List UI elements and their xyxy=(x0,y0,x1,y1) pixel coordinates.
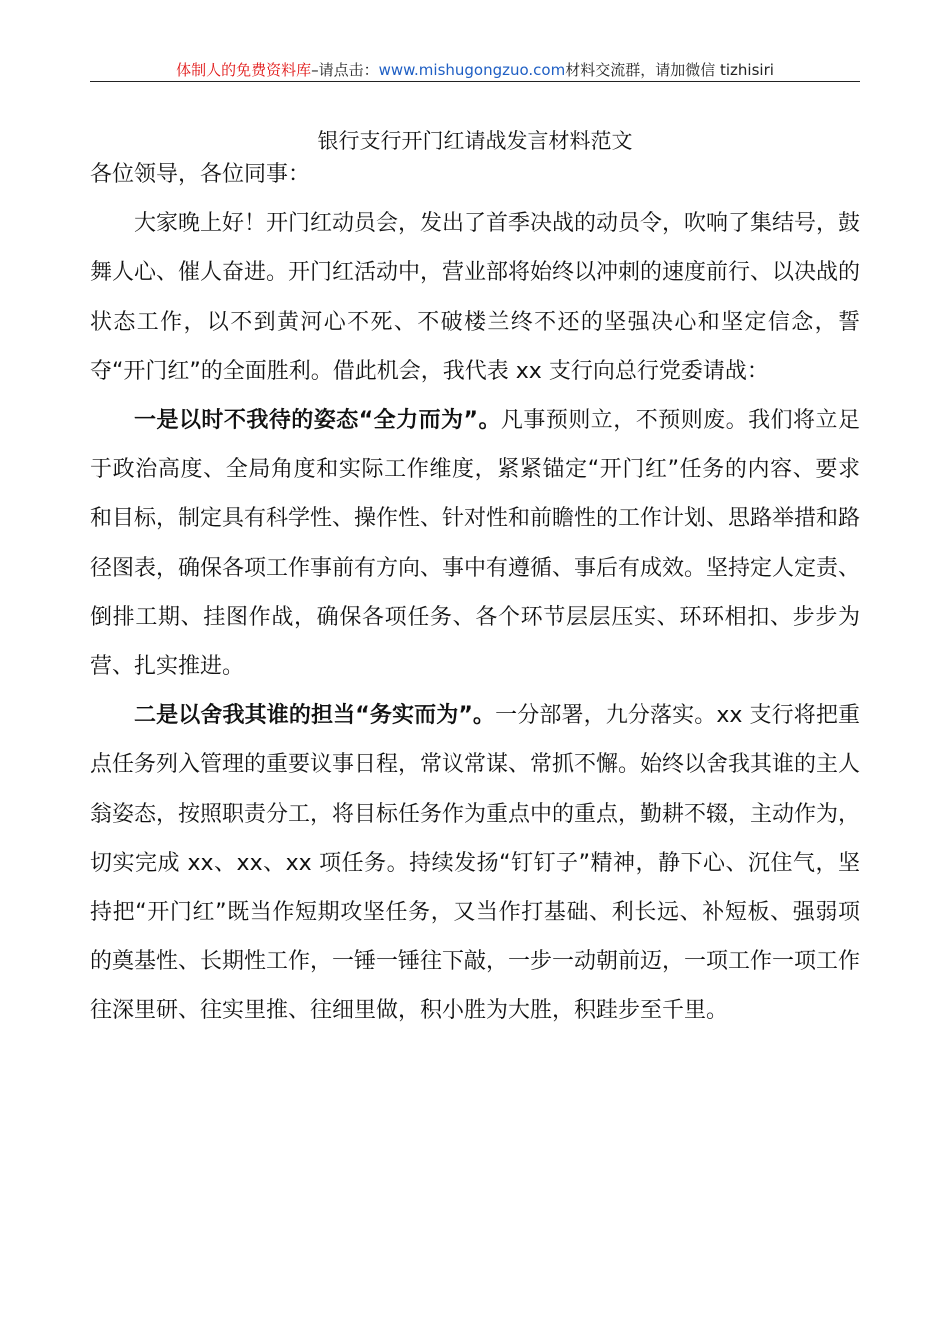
page-header xyxy=(90,58,860,82)
point-two-paragraph xyxy=(90,691,860,1035)
website-link[interactable]: www.mishugongzuo.com xyxy=(378,61,566,79)
document-body xyxy=(90,150,860,1036)
click-prefix: –请点击： xyxy=(311,61,379,79)
header-divider xyxy=(90,81,860,82)
point-two-text: 一分部署，九分落实。xx 支行将把重点任务列入管理的重要议事日程，常议常谋、常抓不懈。始终以舍我其谁的主人翁姿态，按照职责分工，将目标任务作为重点中的重点，勤耕不辍，主动作为，切实完成 xx、xx、xx 项任务。持续发扬“钉钉子”精神，静下心、沉住气，坚持把“开门红”既当作短期攻坚任务，又当作打基础、利长远、补短板、强弱项的奠基性、长期性工作，一锤一锤往下敲，一步一动朝前迈，一项工作一项工作往深里研、往实里推、往细里做，积小胜为大胜，积跬步至千里。 xyxy=(90,703,861,1024)
salutation: 各位领导，各位同事： xyxy=(90,162,311,187)
wechat-note: 材料交流群，请加微信 tizhisiri xyxy=(565,61,774,79)
point-one-paragraph xyxy=(90,396,860,691)
point-one-heading: 一是以时不我待的姿态“全力而为”。 xyxy=(134,408,501,434)
library-name: 体制人的免费资料库 xyxy=(176,61,312,79)
intro-paragraph: 大家晚上好！开门红动员会，发出了首季决战的动员令，吹响了集结号，鼓舞人心、催人奋进。开门红活动中，营业部将始终以冲刺的速度前行、以决战的状态工作，以不到黄河心不死、不破楼兰终不还的坚强决心和坚定信念，誓夺“开门红”的全面胜利。借此机会，我代表 xx 支行向总行党委请战： xyxy=(90,211,861,384)
point-one-text: 凡事预则立，不预则废。我们将立足于政治高度、全局角度和实际工作维度，紧紧锚定“开门红”任务的内容、要求和目标，制定具有科学性、操作性、针对性和前瞻性的工作计划、思路举措和路径图表，确保各项工作事前有方向、事中有遵循、事后有成效。坚持定人定责、倒排工期、挂图作战，确保各项任务、各个环节层层压实、环环相扣、步步为营、扎实推进。 xyxy=(90,408,861,680)
point-two-heading: 二是以舍我其谁的担当“务实而为”。 xyxy=(134,703,496,729)
document-title: 银行支行开门红请战发言材料范文 xyxy=(317,129,633,153)
